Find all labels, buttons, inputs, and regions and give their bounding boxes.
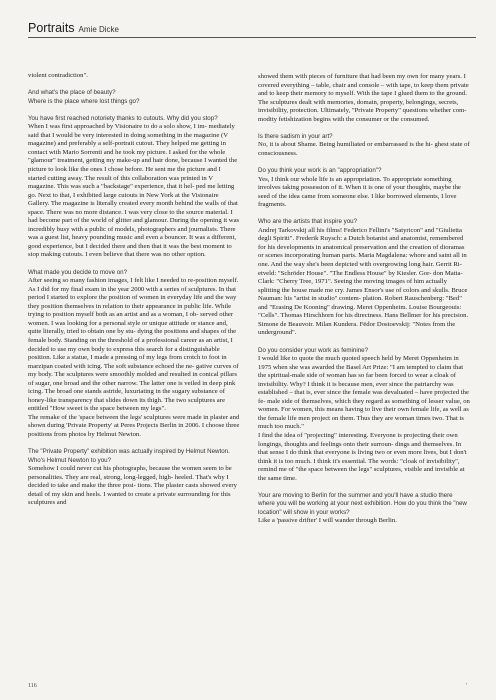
page-header [28, 21, 119, 35]
left-text-column [28, 72, 240, 508]
paragraph-gap [258, 483, 470, 492]
right-text-column [258, 73, 470, 526]
section-title: Portraits [28, 21, 75, 35]
paragraph-gap [258, 338, 470, 347]
page-number: 116 [28, 683, 37, 689]
interview-question: You have first reached notoriety thanks to cutouts. Why did you stop? [28, 114, 218, 122]
interview-answer: showed them with pieces of furniture that had been my own for many years. I covered everything – table, chair and console – with tape, to keep them private and to keep their memory to myself. With the tape I glued them to the ground. The sculptures dealt with memories, domain, property, belongings, secrets, invisibility, protection. Ultimately, "Private Property" questions whether com- modity fetishization begins with the consumer or the consumed. [258, 73, 469, 123]
interview-answer: The remake of the 'space between the legs' sculptures were made in plaster and shown during 'Private Property' at Peres Projects Berlin in 2006. I choose three positions from photos by Helmut Newton. [28, 413, 240, 438]
paragraph-gap [28, 260, 240, 269]
interview-answer: When I was first approached by Visionaire to do a solo show, I im- mediately said that I would be very interested in doing something in the magazine (V magazine) and preferably a self-portrait cutout. They helped me getting in contact with Mario Sorrenti and he took my picture. I asked for the whole "glamour" treatment, getting my make-up and hair done, because I wanted the picture to look like the ones I chose before. He sent me the picture and I started cutting away. The result of this collaboration was printed in V magazine. This was such a "backstage" experience, that it hel- ped me letting go. Next to that, I exhibited large cutouts in New York at the Visionaire Gallery. The magazine is literally created every month behind the walls of that space. There was no more distance. I was very close to the source material. I had become part of the world of glitter and glamour. During the opening it was incredibly busy with a public of models, photographers and journalists. There was a guest list, heavy pounding music and even a bouncer. It was a different, good experience, but I decided there and then that it was the best moment to stop making cutouts. I even believe that there was no other option. [28, 123, 240, 259]
interview-question: Where is the place where lost things go? [28, 97, 140, 105]
paragraph-gap [258, 124, 470, 133]
interview-question: Do you consider your work as feminine? [258, 346, 369, 354]
interview-question: Who are the artists that inspire you? [258, 218, 358, 226]
interview-question: The "Private Property" exhibition was actually inspired by Helmut Newton. Who's Helmut Newton to you? [28, 448, 230, 464]
paragraph-gap [28, 106, 240, 115]
corner-mark: ' [466, 683, 468, 689]
paragraph-gap [258, 210, 470, 219]
paragraph-gap [258, 158, 470, 167]
interview-answer: Somehow I could never cut his photographs, because the women seem to be personalities. They are real, strong, long-legged, high- heeled. That's why I decided to take and make the three posi- tions. The plaster casts showed every detail of my skin and heels. I wanted to create a private surrounding for this sculptures and [28, 465, 237, 507]
interview-question: Your are moving to Berlin for the summer and you'll have a studio there where you will be working at your next exhibition. How do you think the "new location" will show in your works? [258, 491, 467, 516]
interview-question: Is there sadism in your art? [258, 132, 333, 140]
interview-answer: Andrej Tarkovskij all his films! Federico Fellini's "Satyricon" and "Giulietta degli Spiriti". Frederik Ruysch: a Dutch botanist and anatomist, remembered for his developments in anatomical preservation and the creation of dioramas or scenes incorporating human parts. Maria Magdalena: whore and saint all in one. And the way she's been depicted with overgrowing long hair. Gerrit Ri- etveld: "Schröder House". "The Endless House" by Kiesler. Gor- don Matta-Clark: "Cherry Tree, 1971". Seeing the moving images of him actually splitting the house made me cry. James Ensor's use of colors and skulls. Bruce Nauman: his "artist in studio" contem- plation. Robert Rauschenberg: "Bed" and "Erasing De Kooning" drawing. Meret Oppenheim. Louise Bourgeouis: "Cells". Thomas Hirschhorn for his directness. Hans Bellmer for his precision. Simone de Beauvoir. Milan Kundera. Fëdor Dostoevskij: "Notes from the underground". [258, 226, 469, 337]
interview-answer: Like a 'passive drifter' I will wander through Berlin. [258, 517, 397, 525]
interview-answer: No, it is about Shame. Being humiliated or embarrassed is the hi- ghest state of consciousness. [258, 141, 470, 157]
interview-question: And what's the place of beauty? [28, 89, 116, 97]
header-rule [28, 37, 476, 38]
interview-answer: violent contradiction". [28, 72, 88, 79]
interview-answer: I find the idea of "projecting" interesting. Everyone is projecting their own longings, thoughts and feelings onto their surroun- dings and themselves. In that sense I do think that everyone is living two or even more lives, but I don't think it is too much. I think it's essential. The words: "cloak of invisibility", remind me of "the space between the legs" sculptures, visible and invisible at the same time. [258, 431, 467, 482]
paragraph-gap [28, 81, 240, 90]
interview-answer: Yes, I think our whole life is an appropriation. To appropriate something involves taking possession of it. When it is one of your thoughts, maybe the seed of the idea came from someone else. I like borrowed elements, I love fragments. [258, 175, 461, 209]
interview-answer: I would like to quote the much quoted speech held by Meret Oppenheim in 1975 when she was awarded the Basel Art Prize: "I am tempted to claim that the spiritual-male side of woman has so far been forced to wear a cloak of invisibility. Why? I think it is because men, ever since the patriarchy was established – that is, ever since the female was devaluated – have projected the fe- male side of themselves, which they regard as something of lesser value, on women. For women, this means having to live their own female life, as well as the female life men project on them. Thus they are woman times two. That is much too much." [258, 355, 470, 431]
interview-question: Do you think your work is an "appropriation"? [258, 167, 382, 175]
artist-name: Amie Dicke [78, 25, 119, 34]
paragraph-gap [28, 440, 240, 449]
interview-question: What made you decide to move on? [28, 268, 128, 276]
interview-answer: After seeing so many fashion images, I felt like I needed to re-position myself. As I did for my final exam in the year 2000 with a series of sculptures. In that period I started to explore the position of women in everyday life and the way they position themselves in relation to their appearance in public life. While trying to position myself both as an artist and as a woman, I ob- served other women. I was looking for a personal style or unique attitude or stance and, quite literally, tried to obtain one by stu- dying the positions and shapes of the female body. Standing on the threshold of a professional career as an artist, I decided to use my own body to express this search for a distinguishable position. Like a statue, I made a pressing of my legs from crotch to foot in marzipan coated with icing. The soft substance echoed the ne- gative curves of my body. The sculptures were smoothly molded and resulted in conical pillars of sugar, one broad and the other narrow. The latter one is veiled in deep pink icing. The broad one stands astride, luxuriating in the sugary substance of honey-like transparency that slides down its thigh. The two sculptures are entitled "How sweet is the space between my legs". [28, 277, 239, 413]
